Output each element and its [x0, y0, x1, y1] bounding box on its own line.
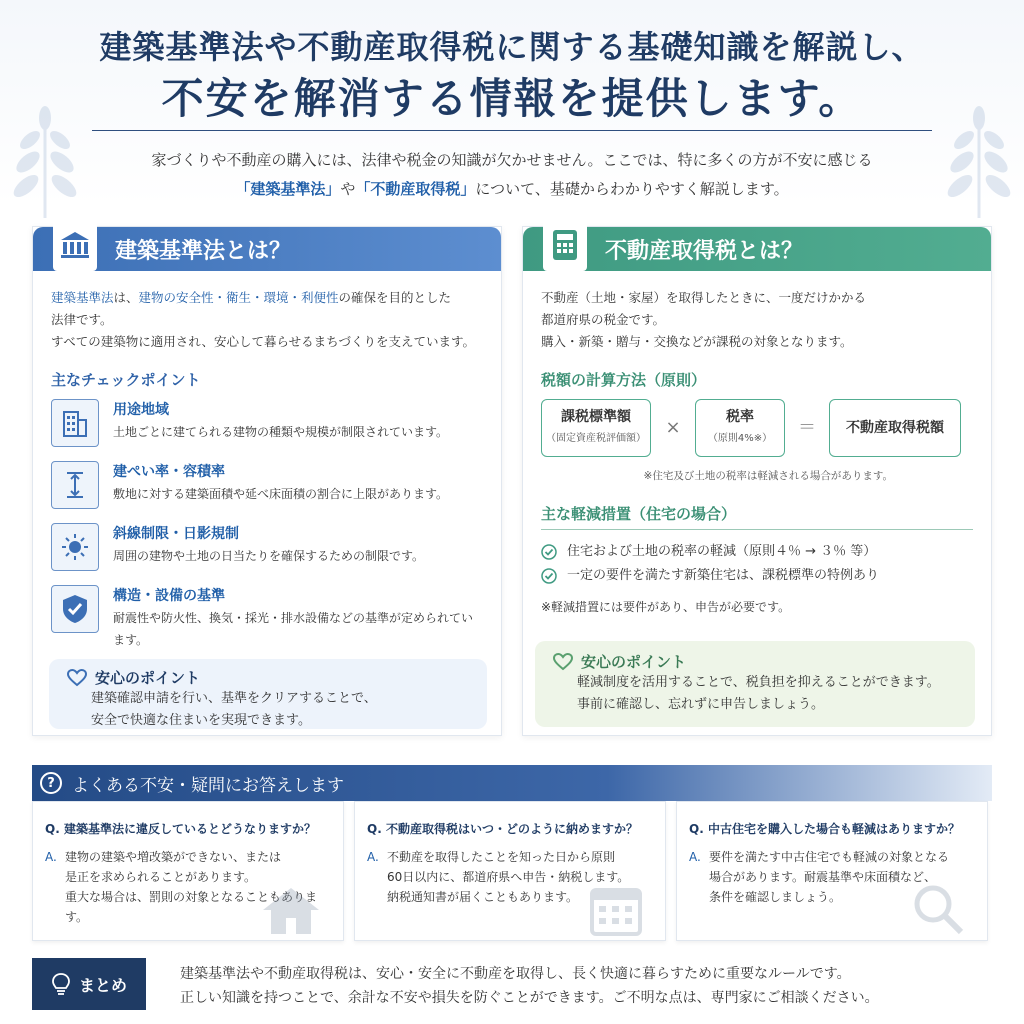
intro-line2 [0, 175, 1024, 204]
formula-note: ※住宅及び土地の税率は軽減される場合があります。 [643, 470, 893, 482]
anshin-title: 安心のポイント [581, 653, 687, 671]
intro-text [0, 146, 1024, 204]
answer-label: A. [45, 850, 57, 864]
building-standards-panel [32, 226, 502, 736]
desc-highlight-purpose: 建物の安全性・衛生・環境・利便性 [138, 290, 339, 305]
formula-tax-rate: 税率 [726, 409, 754, 425]
anshin-point-box [49, 659, 487, 729]
check-item-desc: 土地ごとに建てられる建物の種類や規模が制限されています。 [113, 425, 449, 439]
acquisition-tax-title: 不動産取得税とは？ [605, 238, 804, 264]
heart-icon [67, 669, 87, 687]
desc-highlight-law: 建築基準法 [51, 290, 114, 305]
faq-question: Q. 中古住宅を購入した場合も軽減はありますか？ [689, 822, 960, 836]
multiply-operator: × [665, 417, 681, 438]
anshin-line2: 安全で快適な住まいを実現できます。 [91, 713, 311, 728]
acquisition-tax-desc [541, 287, 973, 353]
heart-icon [553, 653, 573, 671]
formula-result-box [829, 399, 961, 457]
desc-line3: すべての建築物に適用され、安心して暮らせるまちづくりを支えています。 [51, 334, 476, 349]
desc-line1: 不動産（土地・家屋）を取得したときに、一度だけかかる [541, 290, 867, 305]
acquisition-tax-header [523, 227, 991, 271]
height-ratio-icon [51, 461, 99, 509]
check-item-title: 用途地域 [113, 402, 169, 418]
desc-line2: 法律です。 [51, 312, 113, 327]
building-standards-header [33, 227, 501, 271]
anshin-point-box [535, 641, 975, 727]
answer-line: 60日以内に、都道府県へ申告・納税します。 [387, 870, 630, 884]
acquisition-tax-panel [522, 226, 992, 736]
faq-card [354, 801, 666, 941]
answer-line: 是正を求められることがあります。 [65, 870, 257, 884]
reduction-item [541, 564, 973, 588]
calc-method-title: 税額の計算方法（原則） [541, 371, 707, 389]
summary-label-text: まとめ [78, 975, 127, 995]
anshin-line1: 建築確認申請を行い、基準をクリアすることで、 [91, 691, 377, 706]
title-divider [92, 130, 932, 131]
reduction-text: 住宅および土地の税率の軽減（原則４％ → ３％ 等） [567, 544, 877, 559]
reduction-item [541, 540, 973, 564]
page-title-line1: 建築基準法や不動産取得税に関する基礎知識を解説し、 [99, 28, 925, 66]
tax-formula [541, 399, 973, 457]
building-standards-desc [51, 287, 483, 353]
check-item [51, 399, 483, 447]
equals-operator: ＝ [798, 417, 816, 438]
faq-title: よくある不安・疑問にお答えします [72, 775, 344, 796]
house-icon [261, 886, 321, 936]
summary-line1: 建築基準法や不動産取得税は、安心・安全に不動産を取得し、長く快適に暮らすために重要なルールです。 [180, 966, 851, 982]
desc-text: の確保を目的とした [338, 290, 452, 305]
answer-line: 重大な場合は、罰則の対象となることもあります。 [65, 890, 318, 924]
check-item-desc: 周囲の建物や土地の日当たりを確保するための制限です。 [113, 549, 425, 563]
building-icon [51, 399, 99, 447]
check-item-desc: 敷地に対する建築面積や延べ床面積の割合に上限があります。 [113, 487, 449, 501]
shield-check-icon [51, 585, 99, 633]
magnifier-icon [911, 882, 965, 936]
question-circle-icon: ? [40, 772, 62, 794]
faq-question: Q. 建築基準法に違反しているとどうなりますか？ [45, 822, 316, 836]
intro-connector: や [340, 180, 356, 198]
check-item [51, 585, 483, 651]
answer-line: 建物の建築や増改築ができない、または [65, 850, 282, 864]
answer-line: 納税通知書が届くこともあります。 [387, 890, 579, 904]
summary-text [180, 962, 1000, 1010]
answer-line: 場合があります。耐震基準や床面積など、 [709, 870, 937, 884]
faq-header [32, 765, 992, 801]
calendar-icon [589, 882, 643, 936]
reduction-title: 主な軽減措置（住宅の場合） [541, 505, 737, 523]
check-item [51, 461, 483, 509]
reduction-note: ※軽減措置には要件があり、申告が必要です。 [541, 600, 791, 614]
lightbulb-icon [51, 972, 71, 996]
formula-tax-base: 課税標準額 [561, 409, 631, 425]
anshin-line1: 軽減制度を活用することで、税負担を抑えることができます。 [577, 675, 940, 690]
reduction-divider [541, 529, 973, 530]
page-title-line2: 不安を解消する情報を提供します。 [161, 74, 863, 123]
answer-line: 条件を確認しましょう。 [709, 890, 842, 904]
government-building-icon [53, 219, 97, 271]
building-standards-title: 建築基準法とは？ [115, 238, 292, 264]
reduction-text: 一定の要件を満たす新築住宅は、課税標準の特例あり [567, 568, 880, 583]
formula-tax-base-box [541, 399, 651, 457]
formula-tax-rate-box [695, 399, 785, 457]
check-item-title: 構造・設備の基準 [113, 588, 225, 604]
intro-end: について、基礎からわかりやすく解説します。 [475, 180, 789, 198]
faq-card [32, 801, 344, 941]
check-circle-icon [541, 568, 557, 584]
faq-card [676, 801, 988, 941]
check-points-title: 主なチェックポイント [51, 371, 201, 389]
intro-highlight-kenchiku: 「建築基準法」 [235, 180, 341, 198]
desc-line2: 都道府県の税金です。 [541, 312, 666, 327]
check-item [51, 523, 483, 571]
intro-highlight-fudosan: 「不動産取得税」 [355, 180, 476, 198]
check-item-title: 建ぺい率・容積率 [113, 464, 225, 480]
answer-label: A. [367, 850, 379, 864]
check-item-title: 斜線制限・日影規制 [113, 526, 239, 542]
anshin-line2: 事前に確認し、忘れずに申告しましょう。 [577, 697, 825, 712]
desc-line3: 購入・新築・贈与・交換などが課税の対象となります。 [541, 334, 853, 349]
faq-question: Q. 不動産取得税はいつ・どのように納めますか？ [367, 822, 638, 836]
formula-tax-rate-note: （原則4%※） [707, 433, 773, 444]
calculator-icon [543, 219, 587, 271]
sun-icon [51, 523, 99, 571]
anshin-title: 安心のポイント [95, 669, 201, 687]
summary-label [32, 958, 146, 1010]
summary-line2: 正しい知識を持つことで、余計な不安や損失を防ぐことができます。ご不明な点は、専門家にご相談ください。 [180, 990, 879, 1006]
formula-tax-base-note: （固定資産税評価額） [546, 433, 646, 444]
intro-line1: 家づくりや不動産の購入には、法律や税金の知識が欠かせません。ここでは、特に多くの方が不安に感じる [151, 151, 873, 169]
check-circle-icon [541, 544, 557, 560]
answer-line: 要件を満たす中古住宅でも軽減の対象となる [709, 850, 950, 864]
answer-line: 不動産を取得したことを知った日から原則 [387, 850, 616, 864]
check-item-desc: 耐震性や防火性、換気・採光・排水設備などの基準が定められています。 [113, 611, 474, 647]
answer-label: A. [689, 850, 701, 864]
formula-result: 不動産取得税額 [846, 420, 944, 436]
desc-text: は、 [113, 290, 139, 305]
